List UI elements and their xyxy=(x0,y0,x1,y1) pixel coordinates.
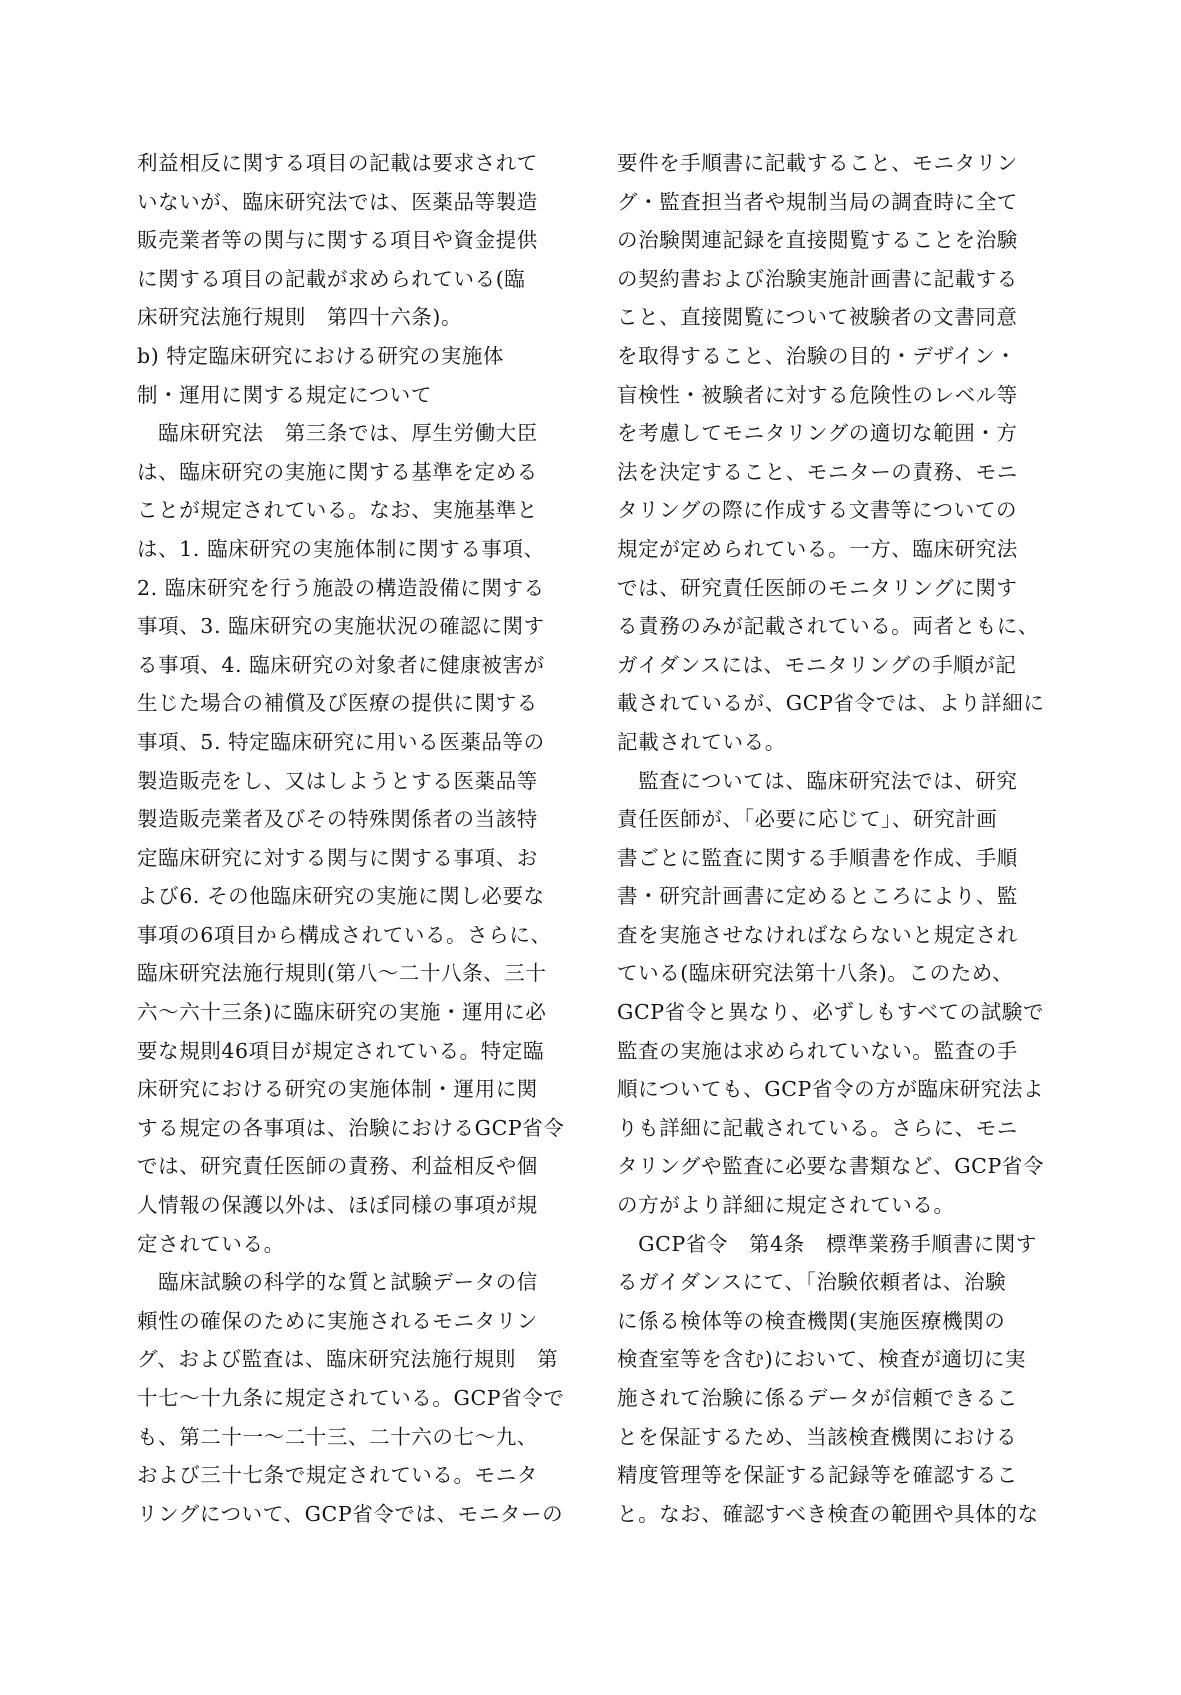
text-line: 販売業者等の関与に関する項目や資金提供 xyxy=(137,228,538,253)
text-line: る事項、4. 臨床研究の対象者に健康被害が xyxy=(137,652,545,677)
text-line: 臨床試験の科学的な質と試験データの信 xyxy=(137,1270,538,1295)
text-line: 監査については、臨床研究法では、研究 xyxy=(617,768,1018,793)
text-line: とを保証するため、当該検査機関における xyxy=(617,1424,1018,1449)
text-line: 書ごとに監査に関する手順書を作成、手順 xyxy=(617,845,1018,870)
text-line: 事項、5. 特定臨床研究に用いる医薬品等の xyxy=(137,729,545,754)
text-line: GCP省令 第4条 標準業務手順書に関す xyxy=(617,1231,1037,1256)
text-line: 記載されている。 xyxy=(617,729,786,754)
text-line: 定臨床研究に対する関与に関する事項、お xyxy=(137,845,538,870)
text-line: 責任医師が、「必要に応じて」、研究計画 xyxy=(617,807,998,832)
text-line: 事項の6項目から構成されている。さらに、 xyxy=(137,922,552,947)
text-line: も、第二十一～二十三、二十六の七～九、 xyxy=(137,1424,538,1449)
text-line: 規定が定められている。一方、臨床研究法 xyxy=(617,536,1018,561)
text-line: の契約書および治験実施計画書に記載する xyxy=(617,266,1018,291)
text-line: 床研究法施行規則 第四十六条)。 xyxy=(137,305,463,330)
text-line: 制・運用に関する規定について xyxy=(137,382,432,407)
text-line: 法を決定すること、モニターの責務、モニ xyxy=(617,459,1018,484)
text-line: 施されて治験に係るデータが信頼できるこ xyxy=(617,1386,1018,1410)
text-line: タリングの際に作成する文書等についての xyxy=(617,498,1018,523)
text-line: 書・研究計画書に定めるところにより、監 xyxy=(617,884,1018,909)
text-line: ことが規定されている。なお、実施基準と xyxy=(137,498,538,523)
left-text-column xyxy=(137,144,569,1533)
text-line: に係る検体等の検査機関(実施医療機関の xyxy=(617,1308,1006,1333)
text-line: 査を実施させなければならないと規定され xyxy=(617,922,1018,947)
text-line: ている(臨床研究法第十八条)。このため、 xyxy=(617,961,1014,986)
text-line: b) 特定臨床研究における研究の実施体 xyxy=(137,343,505,368)
text-line: 順についても、GCP省令の方が臨床研究法よ xyxy=(617,1077,1045,1102)
text-line: 製造販売業者及びその特殊関係者の当該特 xyxy=(137,807,538,832)
text-line: 事項、3. 臨床研究の実施状況の確認に関す xyxy=(137,614,545,639)
text-line: いないが、臨床研究法では、医薬品等製造 xyxy=(137,189,538,214)
text-line: する規定の各事項は、治験におけるGCP省令 xyxy=(137,1115,565,1140)
text-line: 定されている。 xyxy=(137,1231,285,1256)
text-line: の治験関連記録を直接閲覧することを治験 xyxy=(617,228,1018,253)
text-line: では、研究責任医師の責務、利益相反や個 xyxy=(137,1154,538,1179)
text-line: 臨床研究法 第三条では、厚生労働大臣 xyxy=(137,421,538,446)
text-line: 十七～十九条に規定されている。GCP省令で xyxy=(137,1386,565,1410)
text-line: 六～六十三条)に臨床研究の実施・運用に必 xyxy=(137,1000,547,1025)
text-line: の方がより詳細に規定されている。 xyxy=(617,1193,955,1218)
text-line: を取得すること、治験の目的・デザイン・ xyxy=(617,343,1017,368)
text-line: および三十七条で規定されている。モニタ xyxy=(137,1463,538,1488)
right-text-column xyxy=(617,144,1049,1533)
text-line: 頼性の確保のために実施されるモニタリン xyxy=(137,1308,538,1333)
text-line: りも詳細に記載されている。さらに、モニ xyxy=(617,1115,1018,1140)
text-line: GCP省令と異なり、必ずしもすべての試験で xyxy=(617,1000,1045,1025)
text-line: リングについて、GCP省令では、モニターの xyxy=(137,1501,564,1526)
text-line: 臨床研究法施行規則(第八～二十八条、三十 xyxy=(137,961,547,986)
text-line: 製造販売をし、又はしようとする医薬品等 xyxy=(137,768,538,793)
text-line: 精度管理等を保証する記録等を確認するこ xyxy=(617,1463,1018,1488)
text-line: 床研究における研究の実施体制・運用に関 xyxy=(137,1077,538,1102)
text-line: こと、直接閲覧について被験者の文書同意 xyxy=(617,305,1018,330)
text-line: は、1. 臨床研究の実施体制に関する事項、 xyxy=(137,536,545,561)
text-line: るガイダンスにて、「治験依頼者は、治験 xyxy=(617,1270,1007,1295)
text-line: 利益相反に関する項目の記載は要求されて xyxy=(137,151,538,175)
text-line: タリングや監査に必要な書類など、GCP省令 xyxy=(617,1154,1045,1179)
text-line: 監査の実施は求められていない。監査の手 xyxy=(617,1038,1018,1063)
text-line: では、研究責任医師のモニタリングに関す xyxy=(617,575,1018,600)
text-line: グ、および監査は、臨床研究法施行規則 第 xyxy=(137,1347,559,1372)
text-line: は、臨床研究の実施に関する基準を定める xyxy=(137,459,538,484)
text-line: 生じた場合の補償及び医療の提供に関する xyxy=(137,691,538,716)
text-line: ガイダンスには、モニタリングの手順が記 xyxy=(617,652,1017,677)
text-line: 2. 臨床研究を行う施設の構造設備に関する xyxy=(137,575,545,600)
text-line: を考慮してモニタリングの適切な範囲・方 xyxy=(617,421,1018,446)
text-line: 人情報の保護以外は、ほぼ同様の事項が規 xyxy=(137,1193,538,1218)
text-line: 要件を手順書に記載すること、モニタリン xyxy=(617,151,1018,175)
text-line: グ・監査担当者や規制当局の調査時に全て xyxy=(617,189,1018,214)
text-line: 要な規則46項目が規定されている。特定臨 xyxy=(137,1038,545,1063)
text-line: に関する項目の記載が求められている(臨 xyxy=(137,266,526,291)
text-line: 載されているが、GCP省令では、より詳細に xyxy=(617,691,1045,716)
text-line: よび6. その他臨床研究の実施に関し必要な xyxy=(137,884,545,909)
text-line: と。なお、確認すべき検査の範囲や具体的な xyxy=(617,1501,1039,1526)
text-line: る責務のみが記載されている。両者ともに、 xyxy=(617,614,1039,639)
text-line: 盲検性・被験者に対する危険性のレベル等 xyxy=(617,382,1018,407)
text-line: 検査室等を含む)において、検査が適切に実 xyxy=(617,1347,1027,1372)
